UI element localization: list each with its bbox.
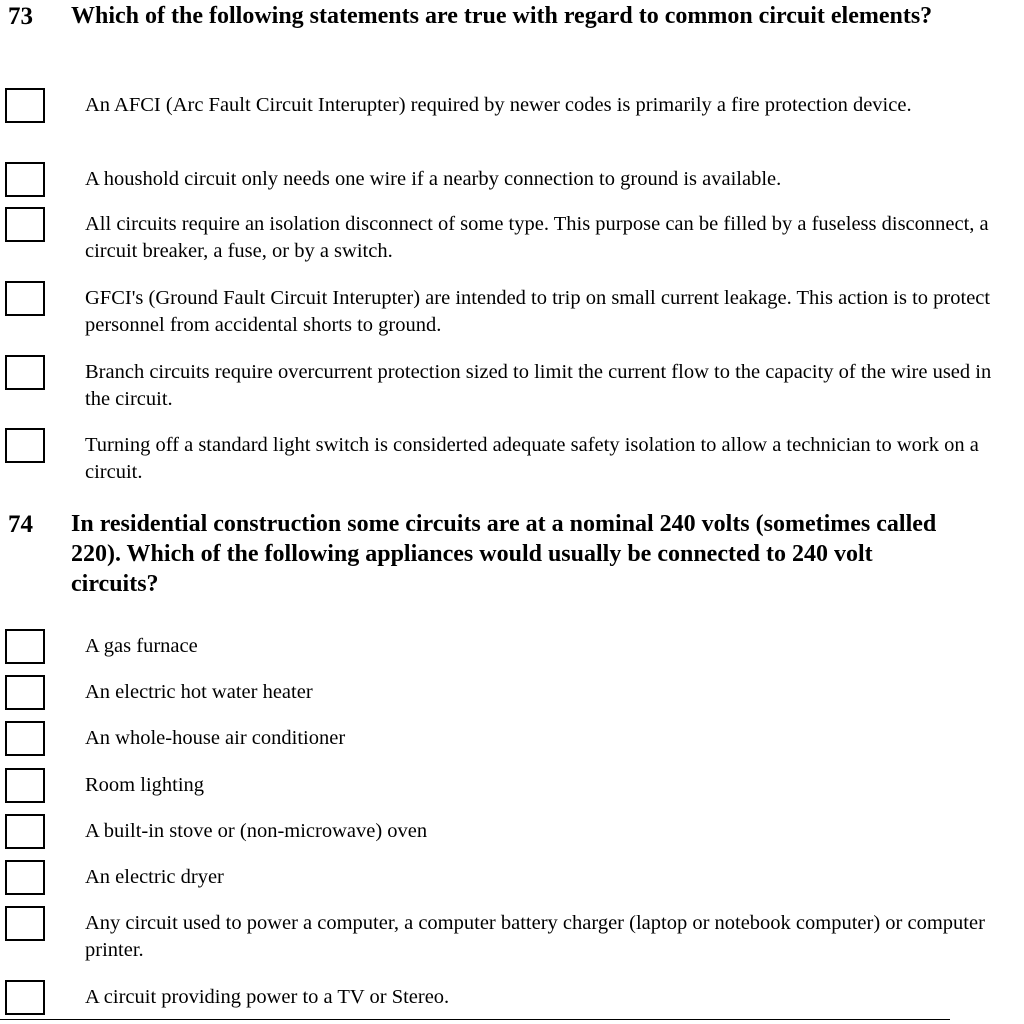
- q74-checkbox-2[interactable]: [5, 675, 45, 710]
- question-74-number: 74: [8, 511, 33, 538]
- q74-option-4: Room lighting: [85, 774, 205, 796]
- q74-checkbox-8[interactable]: [5, 980, 45, 1015]
- q74-option-7: Any circuit used to power a computer, a computer battery charger (laptop or notebook computer) or computer printer.: [85, 912, 985, 961]
- q73-option-1: An AFCI (Arc Fault Circuit Interupter) required by newer codes is primarily a fire protection device.: [85, 94, 912, 116]
- q74-checkbox-7[interactable]: [5, 906, 45, 941]
- q73-option-2: A houshold circuit only needs one wire if a nearby connection to ground is available.: [85, 168, 782, 190]
- q74-checkbox-4[interactable]: [5, 768, 45, 803]
- q74-option-5: A built-in stove or (non-microwave) oven: [85, 820, 428, 842]
- q73-option-4: GFCI's (Ground Fault Circuit Interupter) are intended to trip on small current leakage. This action is to protect personnel from accidental shorts to ground.: [85, 287, 991, 336]
- q74-checkbox-3[interactable]: [5, 721, 45, 756]
- q73-checkbox-3[interactable]: [5, 207, 45, 242]
- q74-option-1: A gas furnace: [85, 635, 198, 657]
- question-74-text: In residential construction some circuits are at a nominal 240 volts (sometimes called 220). Which of the following appliances would usually be connected to 240 volt circuits?: [71, 511, 937, 597]
- q74-option-8: A circuit providing power to a TV or Stereo.: [85, 986, 450, 1008]
- page-bottom-rule: [0, 1019, 950, 1020]
- q74-checkbox-6[interactable]: [5, 860, 45, 895]
- q73-checkbox-1[interactable]: [5, 88, 45, 123]
- q74-checkbox-5[interactable]: [5, 814, 45, 849]
- q73-checkbox-5[interactable]: [5, 355, 45, 390]
- q73-option-3: All circuits require an isolation disconnect of some type. This purpose can be filled by a fuseless disconnect, a circuit breaker, a fuse, or by a switch.: [85, 213, 989, 262]
- q74-checkbox-1[interactable]: [5, 629, 45, 664]
- q74-option-3: An whole-house air conditioner: [85, 727, 346, 749]
- question-73-number: 73: [8, 3, 33, 30]
- q74-option-2: An electric hot water heater: [85, 681, 313, 703]
- q73-option-5: Branch circuits require overcurrent protection sized to limit the current flow to the capacity of the wire used in the circuit.: [85, 361, 992, 410]
- q73-option-6: Turning off a standard light switch is considerted adequate safety isolation to allow a technician to work on a circuit.: [85, 434, 979, 483]
- q73-checkbox-2[interactable]: [5, 162, 45, 197]
- q73-checkbox-6[interactable]: [5, 428, 45, 463]
- q73-checkbox-4[interactable]: [5, 281, 45, 316]
- question-73-text: Which of the following statements are true with regard to common circuit elements?: [71, 3, 933, 29]
- q74-option-6: An electric dryer: [85, 866, 224, 888]
